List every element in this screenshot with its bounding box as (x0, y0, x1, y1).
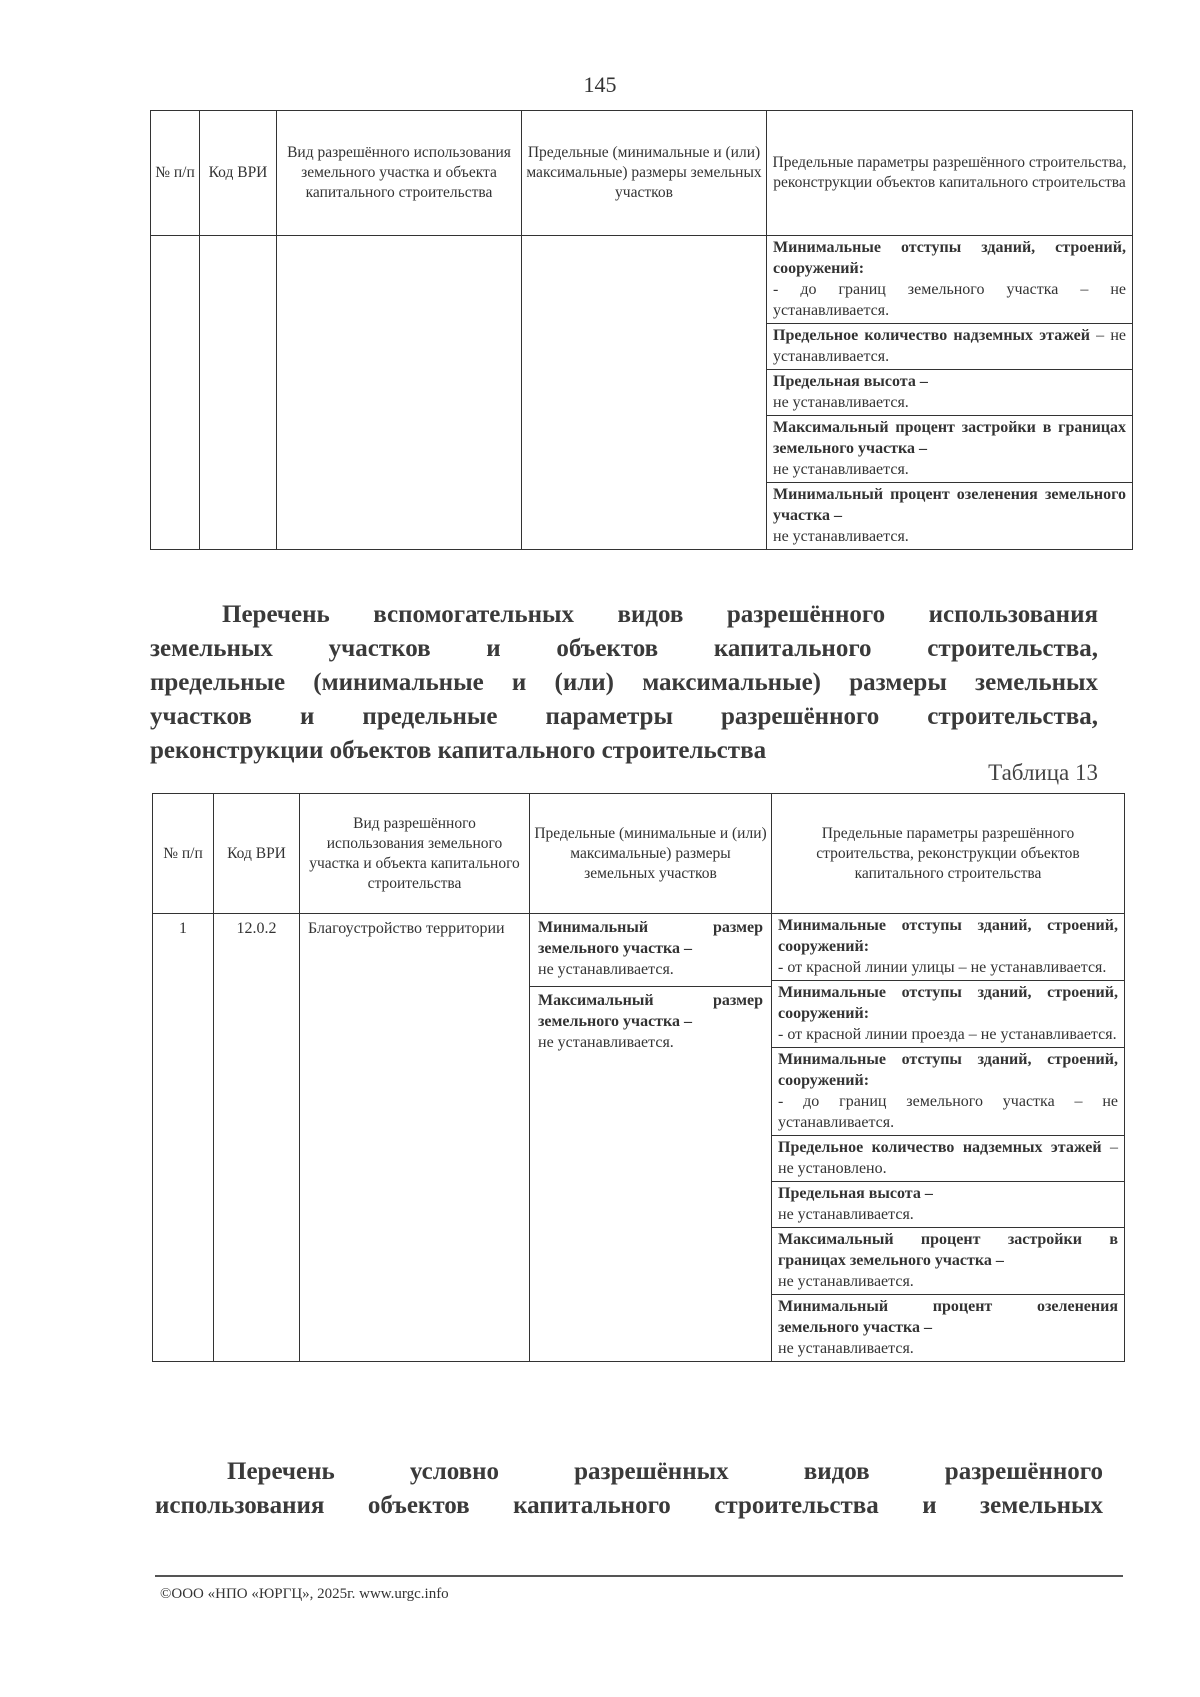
footer-divider (155, 1575, 1123, 1577)
table-continuation (150, 110, 1133, 550)
header-params: Предельные параметры разрешённого строительства, реконструкции объектов капитального строительства (767, 111, 1133, 236)
header-num: № п/п (153, 794, 214, 914)
header-code: Код ВРИ (200, 111, 277, 236)
param-item: Минимальный процент озеленения земельного участка – не устанавливается. (778, 1298, 1118, 1357)
param-item: Предельное количество надземных этажей – не устанавливается. (767, 324, 1132, 370)
page-number: 145 (583, 72, 617, 97)
bottom-heading: Перечень условно разрешённых видов разрешённого использования объектов капитального строительства и земельных (155, 1458, 1103, 1519)
header-use-type: Вид разрешённого использования земельного участка и объекта капитального строительства (277, 111, 522, 236)
header-use-type: Вид разрешённого использования земельного участка и объекта капитального строительства (300, 794, 530, 914)
header-code: Код ВРИ (214, 794, 300, 914)
table-13 (152, 793, 1125, 1362)
table-label: Таблица 13 (988, 760, 1098, 785)
section-heading: Перечень вспомогательных видов разрешённого использования земельных участков и объектов капитального строительства, предельные (минимальные и (или) максимальные) размеры земельных участков и предельные параметры разрешённого строительства, реконструкции объектов капитального строительства (150, 601, 1098, 764)
plot-size-item: Минимальный размер земельного участка – не устанавливается. (530, 914, 771, 987)
table-header-row (153, 794, 1125, 914)
param-item: Минимальные отступы зданий, строений, сооружений: - от красной линии улицы – не устанавливается. (772, 914, 1124, 981)
row-params (772, 914, 1125, 1362)
row-plot-sizes (530, 914, 772, 1362)
table-row (153, 914, 1125, 1362)
param-item: Минимальный процент озеленения земельного участка – не устанавливается. (773, 486, 1126, 545)
header-params: Предельные параметры разрешённого строительства, реконструкции объектов капитального строительства (772, 794, 1125, 914)
table-header-row (151, 111, 1133, 236)
table-row (151, 236, 1133, 550)
param-item: Минимальные отступы зданий, строений, сооружений: - от красной линии проезда – не устанавливается. (772, 981, 1124, 1048)
param-item: Минимальные отступы зданий, строений, сооружений: - до границ земельного участка – не устанавливается. (767, 236, 1132, 324)
header-plot-sizes: Предельные (минимальные и (или) максимальные) размеры земельных участков (522, 111, 767, 236)
row-num: 1 (153, 914, 214, 1362)
param-item: Максимальный процент застройки в границах земельного участка – не устанавливается. (767, 416, 1132, 483)
param-item: Предельное количество надземных этажей – не установлено. (772, 1136, 1124, 1182)
plot-size-item: Максимальный размер земельного участка – не устанавливается. (538, 992, 763, 1051)
row-use-type: Благоустройство территории (300, 914, 530, 1362)
footer-copyright: ©ООО «НПО «ЮРГЦ», 2025г. www.urgc.info (160, 1586, 449, 1602)
param-item: Предельная высота – не устанавливается. (767, 370, 1132, 416)
param-item: Минимальные отступы зданий, строений, сооружений: - до границ земельного участка – не устанавливается. (772, 1048, 1124, 1136)
header-plot-sizes: Предельные (минимальные и (или) максимальные) размеры земельных участков (530, 794, 772, 914)
param-item: Предельная высота – не устанавливается. (772, 1182, 1124, 1228)
params-cell (767, 236, 1133, 550)
row-code: 12.0.2 (214, 914, 300, 1362)
header-num: № п/п (151, 111, 200, 236)
param-item: Максимальный процент застройки в границах земельного участка – не устанавливается. (772, 1228, 1124, 1295)
